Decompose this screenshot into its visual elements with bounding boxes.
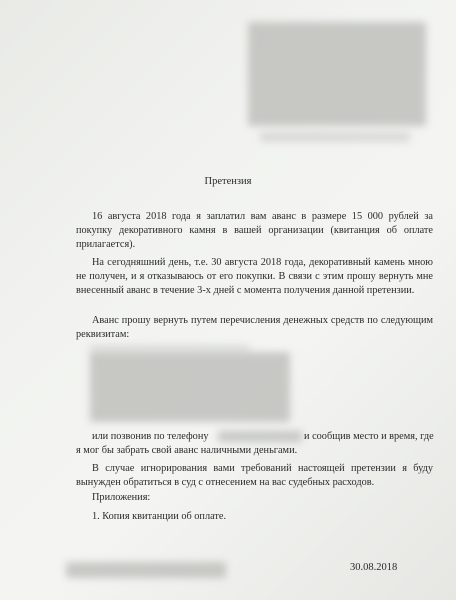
attachments-heading: Приложения:: [92, 492, 151, 503]
phone-line-continuation: я мог бы забрать свой аванс наличными деньгами.: [76, 445, 298, 456]
paragraph-refusal: На сегодняшний день, т.е. 30 августа 2018 года, декоративный камень мною не получен, и я отказываюсь от его покупки. В связи с этим прошу вернуть мне внесенный аванс в течение 3-х дней с момента получения данной претензии.: [76, 257, 433, 297]
redacted-signature: [66, 562, 226, 578]
paragraph-advance-payment: 16 августа 2018 года я заплатил вам аванс в размере 15 000 рублей за покупку декоративного камня в вашей организации (квитанция об оплате прилагается).: [76, 211, 433, 251]
redacted-addressee-line: [260, 132, 410, 142]
attachment-item-receipt: 1. Копия квитанции об оплате.: [92, 511, 227, 522]
paragraph-refund-request: Аванс прошу вернуть путем перечисления денежных средств по следующим реквизитам:: [76, 315, 433, 341]
phone-line-end: и сообщив место и время, где: [304, 431, 434, 442]
phone-line-start: или позвонив по телефону: [92, 431, 209, 442]
redacted-phone-number: [218, 431, 302, 442]
document-date: 30.08.2018: [350, 562, 398, 573]
redacted-bank-details-line: [90, 345, 250, 352]
redacted-bank-details: [90, 352, 290, 422]
redacted-addressee-block: [248, 22, 426, 126]
document-title: Претензия: [204, 176, 252, 187]
paragraph-court-warning: В случае игнорирования вами требований настоящей претензии я буду вынужден обратиться в суд с отнесением на вас судебных расходов.: [76, 463, 433, 489]
